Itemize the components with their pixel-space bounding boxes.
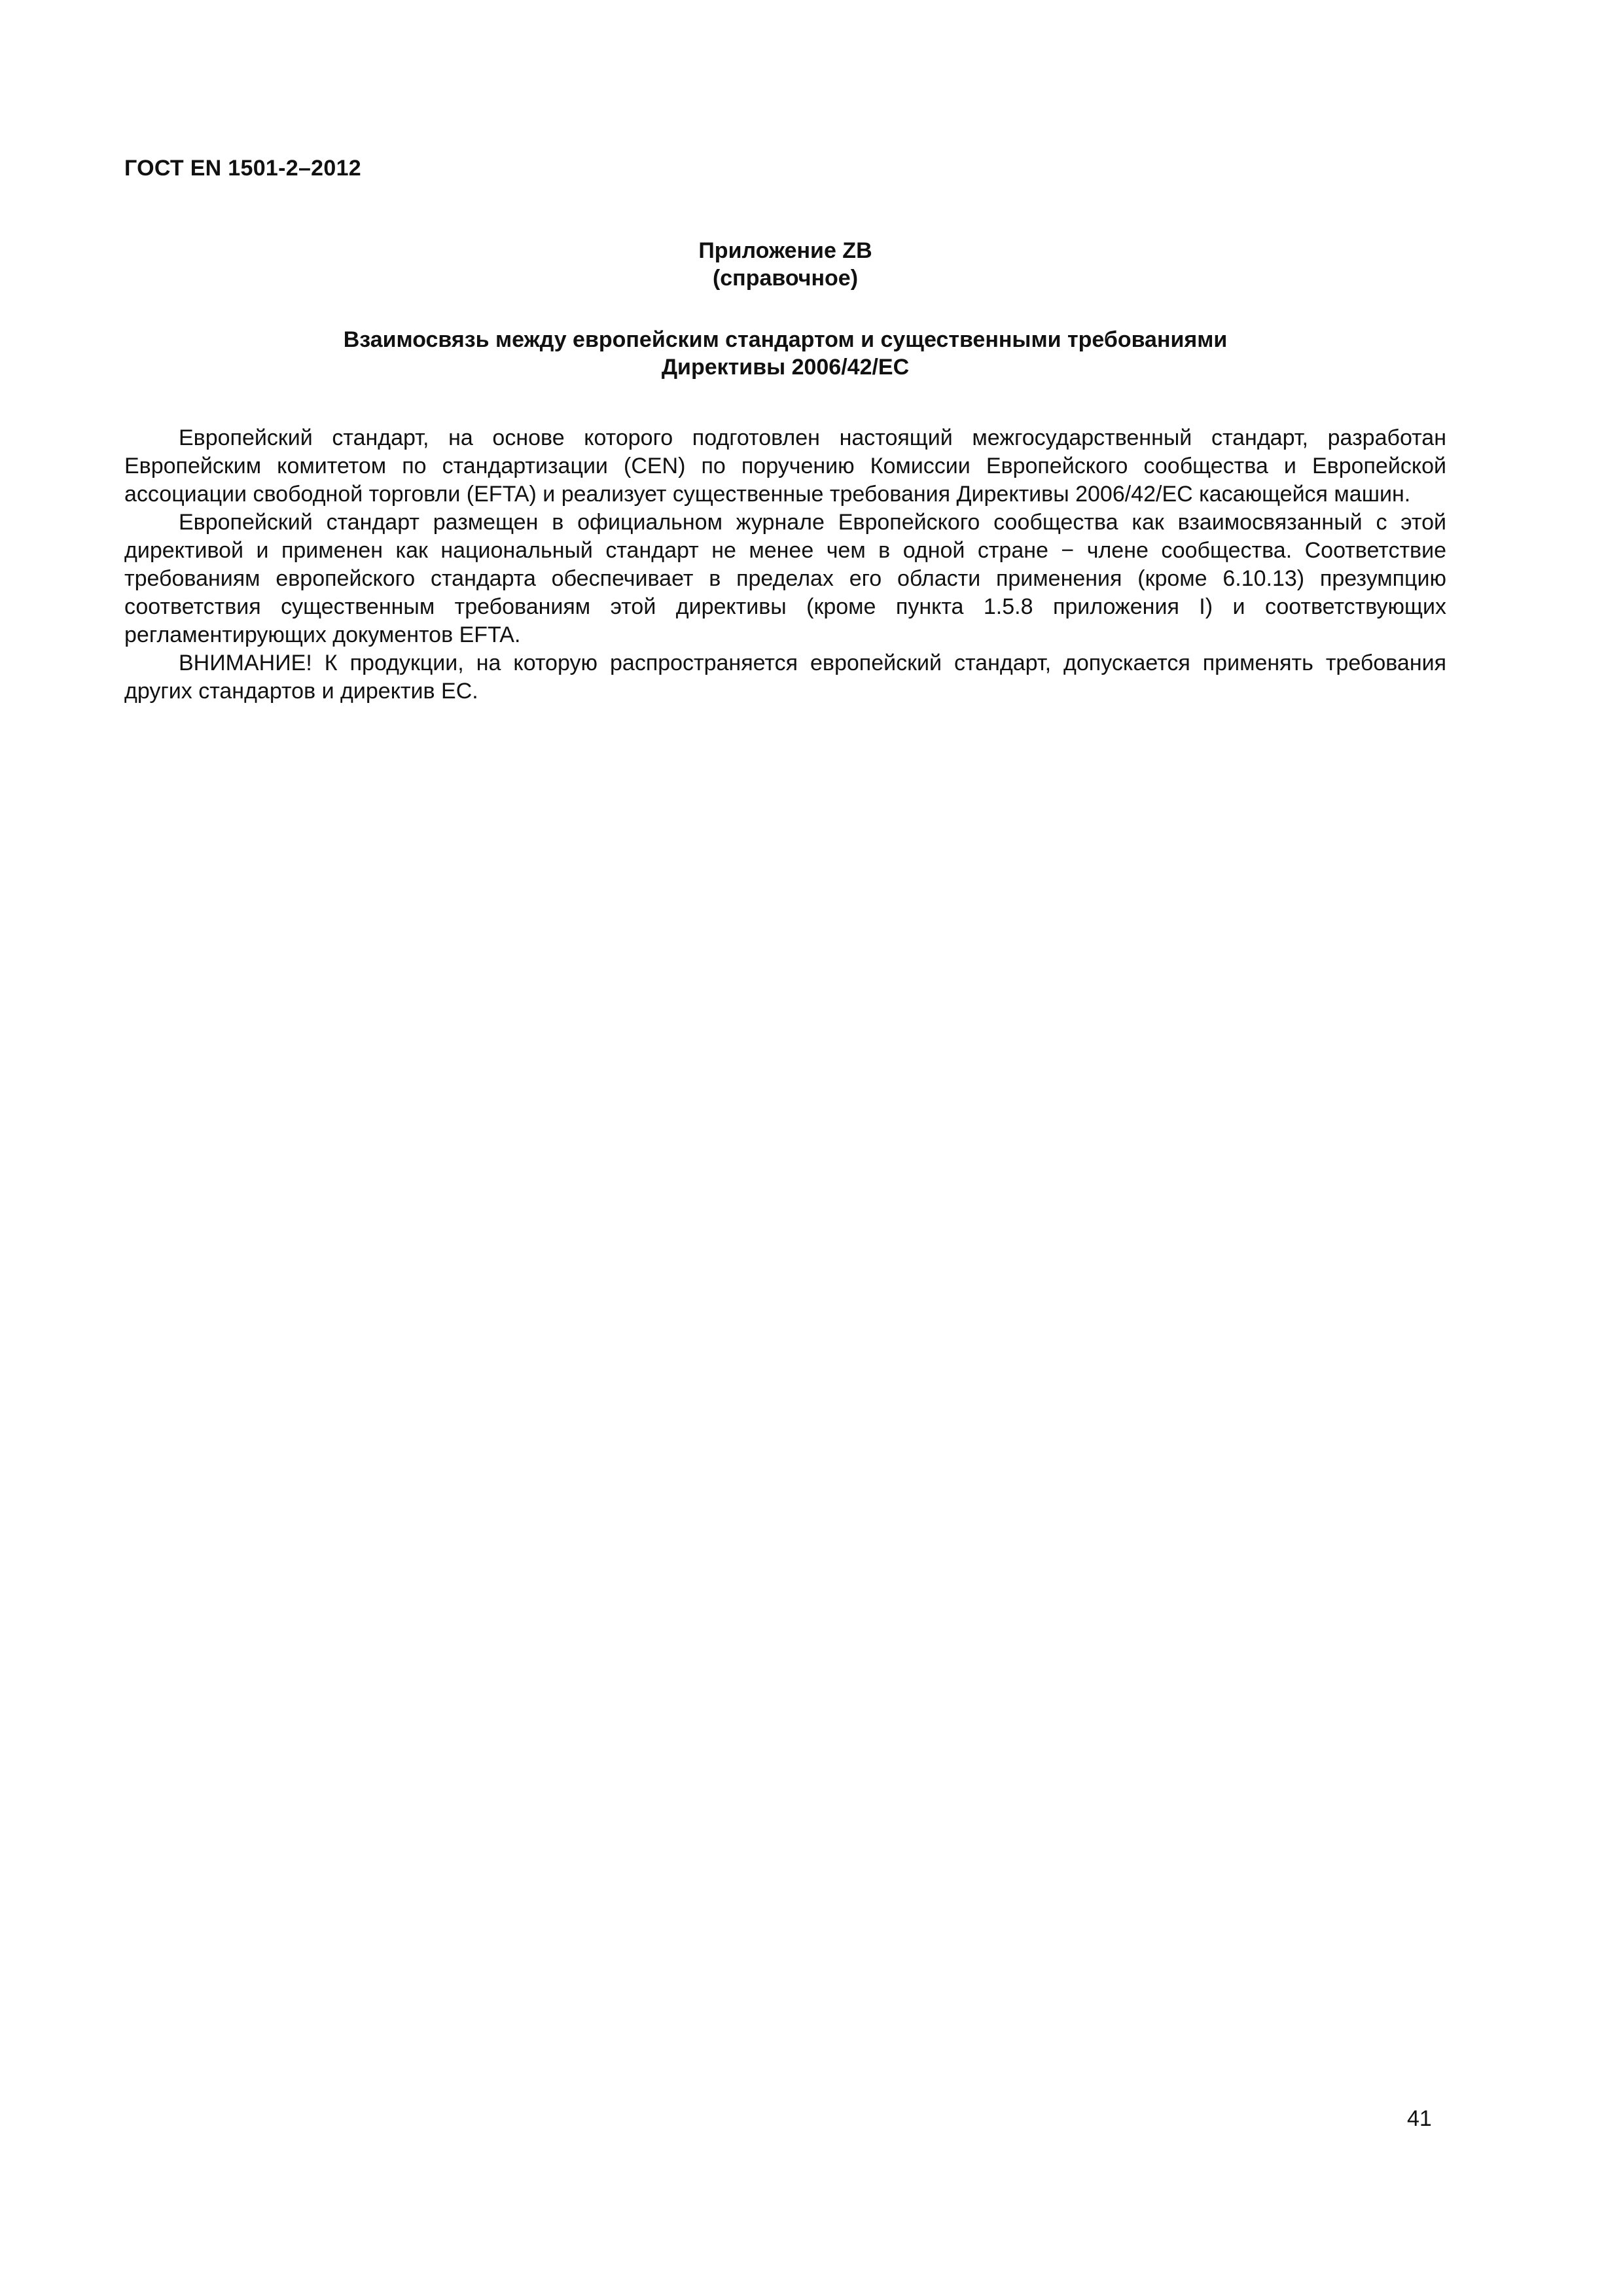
- body-paragraph-3: ВНИМАНИЕ! К продукции, на которую распространяется европейский стандарт, допускается применять требования других стандартов и директив ЕС.: [124, 651, 1446, 704]
- body-text: [124, 424, 1446, 706]
- annex-heading-line-1: Взаимосвязь между европейским стандартом и существенными требованиями: [343, 327, 1228, 352]
- annex-title: Приложение ZB: [698, 238, 872, 263]
- body-paragraph-2: Европейский стандарт размещен в официальном журнале Европейского сообщества как взаимосвязанный с этой директивой и применен как национальный стандарт не менее чем в одной стране − члене сообщества. Соответствие требованиям европейского стандарта обеспечивает в пределах его области применения (кроме 6.10.13) презумпцию соответствия существенным требованиям этой директивы (кроме пункта 1.5.8 приложения I) и соответствующих регламентирующих документов EFTA.: [124, 510, 1446, 647]
- page-number: 41: [1407, 2106, 1432, 2131]
- annex-kind: (справочное): [712, 266, 859, 291]
- body-paragraph-1: Европейский стандарт, на основе которого подготовлен настоящий межгосударственный стандарт, разработан Европейским комитетом по стандартизации (CEN) по поручению Комиссии Европейского сообщества и Европейской ассоциации свободной торговли (EFTA) и реализует существенные требования Директивы 2006/42/ЕС касающейся машин.: [124, 425, 1446, 507]
- annex-heading-line-2: Директивы 2006/42/ЕС: [661, 355, 910, 380]
- document-code-header: ГОСТ EN 1501-2–2012: [124, 156, 361, 181]
- annex-heading: [124, 326, 1446, 381]
- annex-title-block: [124, 237, 1446, 381]
